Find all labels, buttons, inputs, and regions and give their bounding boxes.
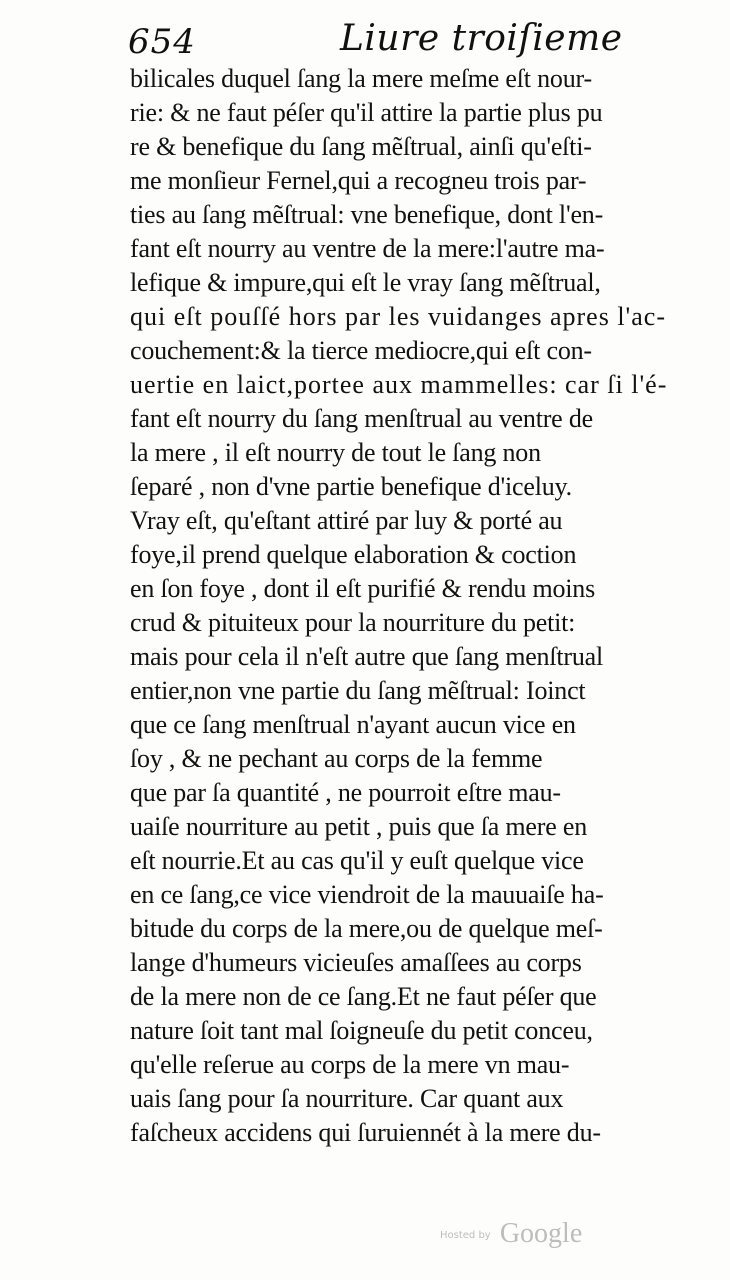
text-line: en ſon foye , dont il eſt purifié & rendu moins (130, 574, 596, 603)
text-line: ſoy , & ne pechant au corps de la femme (130, 744, 543, 773)
text-line: uais ſang pour ſa nourriture. Car quant aux (130, 1084, 564, 1113)
text-line: rie: & ne faut péſer qu'il attire la partie plus pu (130, 98, 603, 127)
text-line: couchement:& la tierce mediocre,qui eſt con- (130, 336, 592, 365)
google-logo: Google (499, 1218, 583, 1249)
text-line: me monſieur Fernel,qui a recogneu trois par- (130, 166, 587, 195)
text-line: bitude du corps de la mere,ou de quelque meſ- (130, 914, 603, 943)
text-line: bilicales duquel ſang la mere meſme eſt nour- (130, 64, 592, 93)
text-line: ſeparé , non d'vne partie benefique d'iceluy. (130, 472, 572, 501)
body-text (130, 62, 690, 1150)
text-line: fant eſt nourry du ſang menſtrual au ventre de (130, 404, 593, 433)
text-line: faſcheux accidens qui ſuruiennét à la mere du- (130, 1118, 601, 1147)
hosted-by-watermark (440, 1218, 582, 1248)
text-line: mais pour cela il n'eſt autre que ſang menſtrual (130, 642, 604, 671)
text-line: de la mere non de ce ſang.Et ne faut péſer que (130, 982, 597, 1011)
page-number: 654 (128, 22, 196, 62)
text-line: entier,non vne partie du ſang mẽſtrual: Ioinct (130, 676, 586, 705)
text-line: crud & pituiteux pour la nourriture du petit: (130, 608, 576, 637)
text-line: la mere , il eſt nourry de tout le ſang non (130, 438, 541, 467)
text-line: foye,il prend quelque elaboration & coction (130, 540, 577, 569)
text-line: ties au ſang mẽſtrual: vne benefique, dont l'en- (130, 200, 604, 229)
text-line: qu'elle reſerue au corps de la mere vn mau- (130, 1050, 570, 1079)
text-line: uertie en laict,portee aux mammelles: car ſi l'é- (130, 370, 668, 399)
text-line: en ce ſang,ce vice viendroit de la mauuaiſe ha- (130, 880, 604, 909)
text-line: Vray eſt, qu'eſtant attiré par luy & porté au (130, 506, 563, 535)
text-line: uaiſe nourriture au petit , puis que ſa mere en (130, 812, 587, 841)
text-line: qui eſt pouſſé hors par les vuidanges apres l'ac- (130, 302, 666, 331)
page-header (128, 16, 688, 66)
hosted-by-label: Hosted by (440, 1230, 491, 1241)
text-line: nature ſoit tant mal ſoigneuſe du petit conceu, (130, 1016, 593, 1045)
text-line: lange d'humeurs vicieuſes amaſſees au corps (130, 948, 582, 977)
text-line: que par ſa quantité , ne pourroit eſtre mau- (130, 778, 561, 807)
text-line: que ce ſang menſtrual n'ayant aucun vice en (130, 710, 576, 739)
text-line: re & benefique du ſang mẽſtrual, ainſi qu'eſti- (130, 132, 592, 161)
text-line: eſt nourrie.Et au cas qu'il y euſt quelque vice (130, 846, 584, 875)
running-head: Liure troiſieme (340, 18, 623, 59)
text-line: lefique & impure,qui eſt le vray ſang mẽſtrual, (130, 268, 601, 297)
text-line: fant eſt nourry au ventre de la mere:l'autre ma- (130, 234, 605, 263)
